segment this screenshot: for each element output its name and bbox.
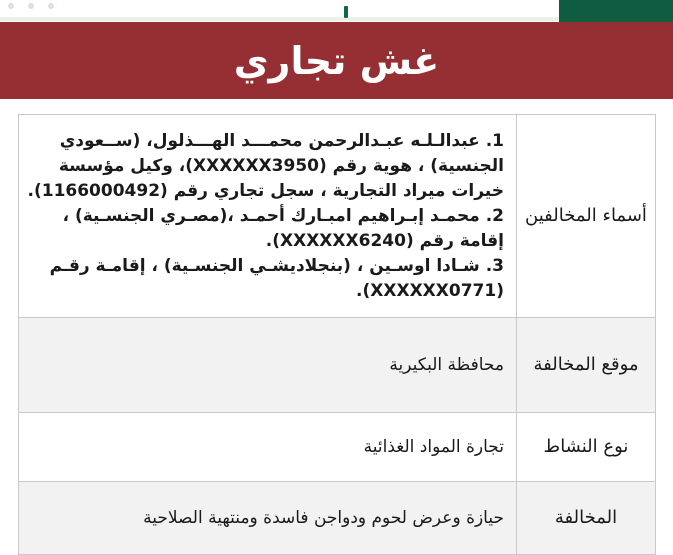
location-label: موقع المخالفة [517, 318, 656, 413]
dot-icon [28, 3, 34, 9]
violator-line: إقامة رقم (XXXXXX6240). [265, 230, 504, 251]
violation-table-wrapper [18, 114, 656, 555]
activity-text: تجارة المواد الغذائية [363, 436, 504, 457]
table-row-violators [19, 115, 656, 318]
violator-line: 1. عبدالـلـه عبـدالرحمن محمـــد الهـــذلول، (ســعودي [59, 130, 504, 151]
activity-label: نوع النشاط [517, 413, 656, 482]
activity-value [19, 413, 517, 482]
accent-mark [344, 6, 348, 18]
top-bar [0, 0, 673, 22]
violation-text: حيازة وعرض لحوم ودواجن فاسدة ومنتهية الصلاحية [143, 507, 504, 528]
dot-icon [8, 3, 14, 9]
table-row-violation [19, 482, 656, 555]
location-text: محافظة البكيرية [389, 354, 504, 375]
location-value [19, 318, 517, 413]
violator-line: 2. محمـد إبـراهيم امبـارك أحمـد ،(مصـري الجنسـية) ، [62, 205, 504, 226]
violator-line: خيرات ميراد التجارية ، سجل تجاري رقم (1166000492). [27, 180, 504, 201]
violator-line: (XXXXXX0771). [356, 280, 504, 301]
violators-value [19, 115, 517, 318]
corner-block [559, 0, 673, 22]
violation-value [19, 482, 517, 555]
violator-line: الجنسية) ، هوية رقم (XXXXXX3950)، وكيل مؤسسة [58, 155, 504, 176]
decorative-dots [8, 3, 54, 9]
violation-label: المخالفة [517, 482, 656, 555]
table-row-location [19, 318, 656, 413]
violators-label: أسماء المخالفين [517, 115, 656, 318]
page-title: غش تجاري [233, 38, 440, 83]
top-stripe [0, 17, 560, 21]
violation-table [18, 114, 656, 555]
violator-line: 3. شـادا اوسـين ، (بنجلاديشـي الجنسـية) ، إقامـة رقـم [49, 255, 504, 276]
dot-icon [48, 3, 54, 9]
table-row-activity [19, 413, 656, 482]
title-banner [0, 22, 673, 99]
